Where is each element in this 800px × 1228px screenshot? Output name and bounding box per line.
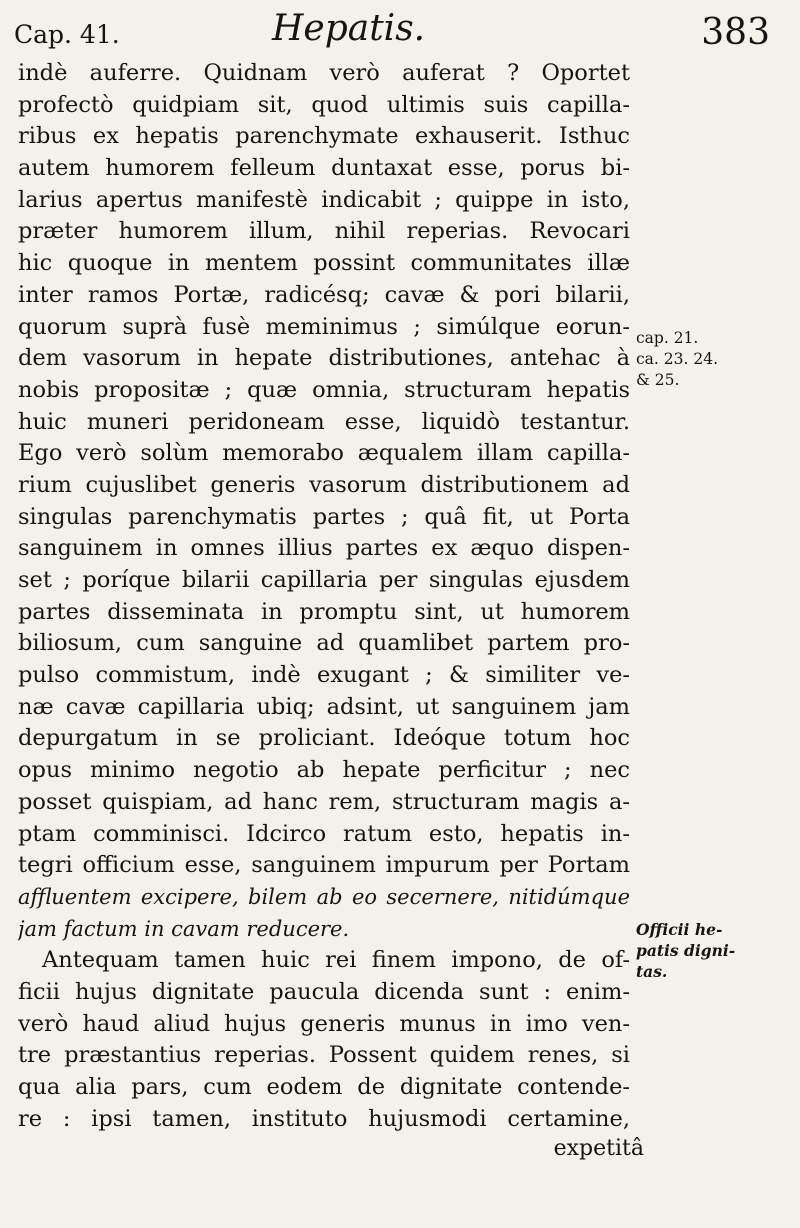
margin-ref: ca. 23. 24.	[636, 350, 719, 368]
text-line: indè auferre. Quidnam verò auferat ? Oportet	[18, 60, 630, 86]
margin-ref: & 25.	[636, 371, 680, 389]
text-line: opus minimo negotio ab hepate perficitur ; nec	[18, 757, 630, 784]
page-number: 383	[701, 12, 770, 53]
side-title-line: patis digni-	[636, 941, 736, 960]
text-line: qua alia pars, cum eodem de dignitate contende-	[18, 1074, 630, 1100]
text-line: ribus ex hepatis parenchymate exhauserit. Isthuc	[18, 123, 630, 150]
text-line: set ; poríque bilarii capillaria per singulas ejusdem	[18, 567, 630, 593]
text-line: biliosum, cum sanguine ad quamlibet partem pro-	[18, 630, 630, 657]
side-title-line: Officii he-	[636, 920, 723, 939]
catchword: expetitâ	[553, 1136, 644, 1161]
text-line: tegri officium esse, sanguinem impurum per Portam	[18, 852, 630, 879]
margin-references	[636, 328, 796, 391]
body-text	[18, 58, 630, 1135]
text-line: pulso commistum, indè exugant ; & similiter ve-	[18, 662, 630, 689]
text-line: depurgatum in se proliciant. Ideóque totum hoc	[18, 725, 630, 752]
text-line: præter humorem illum, nihil reperias. Revocari	[18, 218, 630, 245]
chapter-label: Cap. 41.	[14, 20, 120, 49]
text-line: Antequam tamen huic rei finem impono, de of-	[42, 947, 630, 974]
margin-ref: cap. 21.	[636, 329, 699, 347]
text-line: huic muneri peridoneam esse, liquidò testantur.	[18, 408, 630, 435]
text-line: ficii hujus dignitate paucula dicenda sunt : enim-	[18, 978, 630, 1005]
text-line: autem humorem felleum duntaxat esse, porus bi-	[18, 155, 630, 182]
text-line: partes disseminata in promptu sint, ut humorem	[18, 598, 630, 625]
text-line: affluentem excipere, bilem ab eo secernere, nitidúmque	[18, 884, 630, 909]
text-line: dem vasorum in hepate distributiones, antehac à	[18, 345, 630, 372]
text-line: Ego verò solùm memorabo æqualem illam capilla-	[18, 440, 630, 467]
text-line: singulas parenchymatis partes ; quâ fit, ut Porta	[18, 503, 630, 530]
running-head	[14, 8, 770, 52]
text-line: jam factum in cavam reducere.	[18, 916, 350, 941]
text-line: næ cavæ capillaria ubiq; adsint, ut sanguinem jam	[18, 693, 630, 720]
text-line: profectò quidpiam sit, quod ultimis suis capilla-	[18, 91, 630, 118]
text-line: tre præstantius reperias. Possent quidem renes, si	[18, 1042, 630, 1069]
text-line: ptam comminisci. Idcirco ratum esto, hepatis in-	[18, 820, 630, 847]
text-line: verò haud aliud hujus generis munus in imo ven-	[18, 1010, 630, 1037]
side-title-line: tas.	[636, 962, 668, 981]
text-line: nobis propositæ ; quæ omnia, structuram hepatis	[18, 376, 630, 403]
text-line: inter ramos Portæ, radicésq; cavæ & pori bilarii,	[18, 281, 630, 308]
page-title: Hepatis.	[272, 8, 426, 49]
text-line: hic quoque in mentem possint communitates illæ	[18, 250, 630, 277]
text-line: sanguinem in omnes illius partes ex æquo dispen-	[18, 535, 630, 562]
margin-side-title	[636, 919, 796, 982]
text-line: posset quispiam, ad hanc rem, structuram magis a-	[18, 788, 630, 815]
text-line: rium cujuslibet generis vasorum distributionem ad	[18, 471, 630, 498]
text-line: re : ipsi tamen, instituto hujusmodi certamine,	[18, 1105, 630, 1132]
text-line: quorum suprà fusè meminimus ; simúlque eorun-	[18, 313, 630, 340]
text-line: larius apertus manifestè indicabit ; quippe in isto,	[18, 186, 630, 213]
